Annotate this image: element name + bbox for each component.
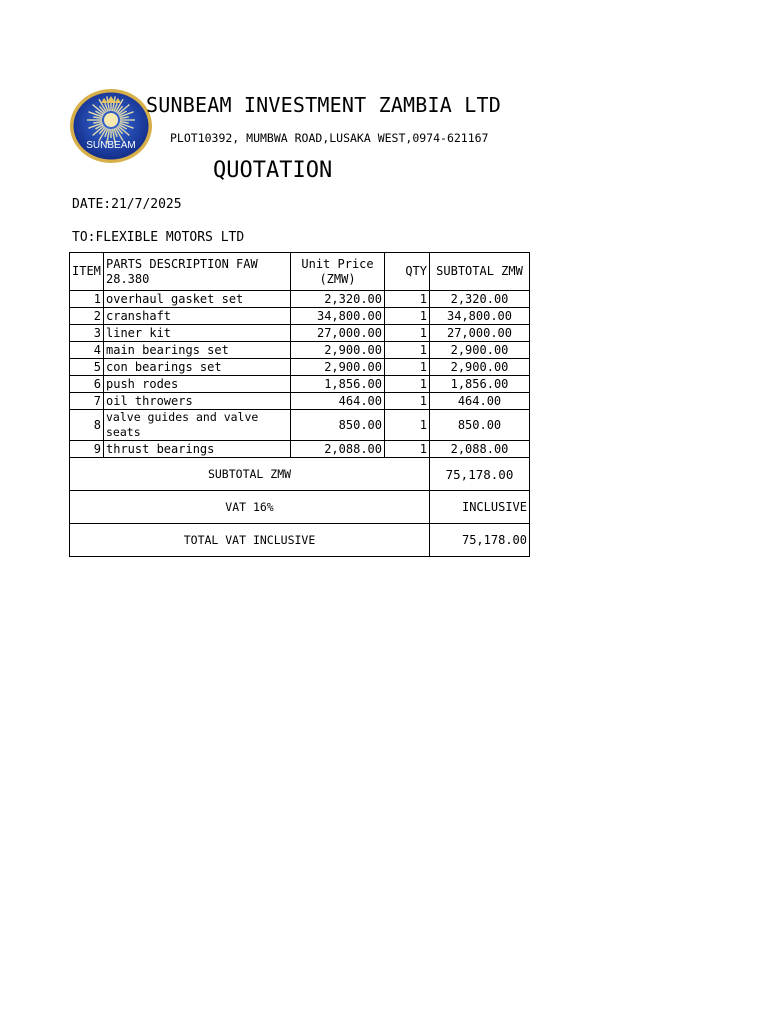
item-description: oil throwers: [104, 393, 291, 410]
item-subtotal: 850.00: [430, 410, 530, 441]
item-unit-price: 2,900.00: [291, 342, 385, 359]
item-number: 6: [70, 376, 104, 393]
document-title: QUOTATION: [213, 158, 333, 183]
table-row: [70, 325, 530, 342]
subtotal-value: 75,178.00: [430, 458, 530, 491]
item-subtotal: 27,000.00: [430, 325, 530, 342]
table-row: [70, 410, 530, 441]
item-unit-price: 27,000.00: [291, 325, 385, 342]
item-number: 7: [70, 393, 104, 410]
item-qty: 1: [385, 325, 430, 342]
item-subtotal: 2,320.00: [430, 291, 530, 308]
total-value: 75,178.00: [430, 524, 530, 557]
item-subtotal: 2,088.00: [430, 441, 530, 458]
item-qty: 1: [385, 376, 430, 393]
item-description: push rodes: [104, 376, 291, 393]
item-unit-price: 464.00: [291, 393, 385, 410]
company-name: SUNBEAM INVESTMENT ZAMBIA LTD: [146, 93, 501, 117]
table-row: [70, 393, 530, 410]
item-number: 2: [70, 308, 104, 325]
total-row: [70, 524, 530, 557]
subtotal-row: [70, 458, 530, 491]
item-subtotal: 2,900.00: [430, 342, 530, 359]
header-unit-price: Unit Price (ZMW): [291, 253, 385, 291]
item-description: main bearings set: [104, 342, 291, 359]
item-number: 9: [70, 441, 104, 458]
item-subtotal: 34,800.00: [430, 308, 530, 325]
item-description: cranshaft: [104, 308, 291, 325]
item-qty: 1: [385, 359, 430, 376]
item-qty: 1: [385, 441, 430, 458]
item-unit-price: 34,800.00: [291, 308, 385, 325]
item-qty: 1: [385, 410, 430, 441]
header-description: PARTS DESCRIPTION FAW 28.380: [104, 253, 291, 291]
item-description: valve guides and valve seats: [104, 410, 291, 441]
vat-label: VAT 16%: [70, 491, 430, 524]
header-subtotal: SUBTOTAL ZMW: [430, 253, 530, 291]
company-logo: [68, 87, 154, 165]
item-unit-price: 2,900.00: [291, 359, 385, 376]
item-unit-price: 1,856.00: [291, 376, 385, 393]
table-row: [70, 291, 530, 308]
item-description: con bearings set: [104, 359, 291, 376]
date-line: DATE:21/7/2025: [72, 197, 182, 212]
item-description: liner kit: [104, 325, 291, 342]
table-row: [70, 359, 530, 376]
header-item: ITEM: [70, 253, 104, 291]
table-row: [70, 441, 530, 458]
item-description: overhaul gasket set: [104, 291, 291, 308]
item-number: 8: [70, 410, 104, 441]
total-label: TOTAL VAT INCLUSIVE: [70, 524, 430, 557]
item-qty: 1: [385, 291, 430, 308]
item-number: 1: [70, 291, 104, 308]
item-unit-price: 850.00: [291, 410, 385, 441]
item-unit-price: 2,320.00: [291, 291, 385, 308]
table-row: [70, 376, 530, 393]
item-unit-price: 2,088.00: [291, 441, 385, 458]
item-number: 4: [70, 342, 104, 359]
item-number: 3: [70, 325, 104, 342]
item-subtotal: 2,900.00: [430, 359, 530, 376]
item-description: thrust bearings: [104, 441, 291, 458]
item-qty: 1: [385, 393, 430, 410]
item-rows: [70, 291, 530, 458]
logo-text: SUNBEAM: [86, 140, 136, 151]
vat-value: INCLUSIVE: [430, 491, 530, 524]
item-qty: 1: [385, 308, 430, 325]
item-qty: 1: [385, 342, 430, 359]
item-subtotal: 1,856.00: [430, 376, 530, 393]
table-header-row: [70, 253, 530, 291]
header-qty: QTY: [385, 253, 430, 291]
quotation-table: [69, 252, 530, 557]
table-row: [70, 342, 530, 359]
vat-row: [70, 491, 530, 524]
company-address: PLOT10392, MUMBWA ROAD,LUSAKA WEST,0974-621167: [170, 131, 489, 145]
item-number: 5: [70, 359, 104, 376]
table-row: [70, 308, 530, 325]
item-subtotal: 464.00: [430, 393, 530, 410]
recipient-line: TO:FLEXIBLE MOTORS LTD: [72, 230, 245, 245]
subtotal-label: SUBTOTAL ZMW: [70, 458, 430, 491]
